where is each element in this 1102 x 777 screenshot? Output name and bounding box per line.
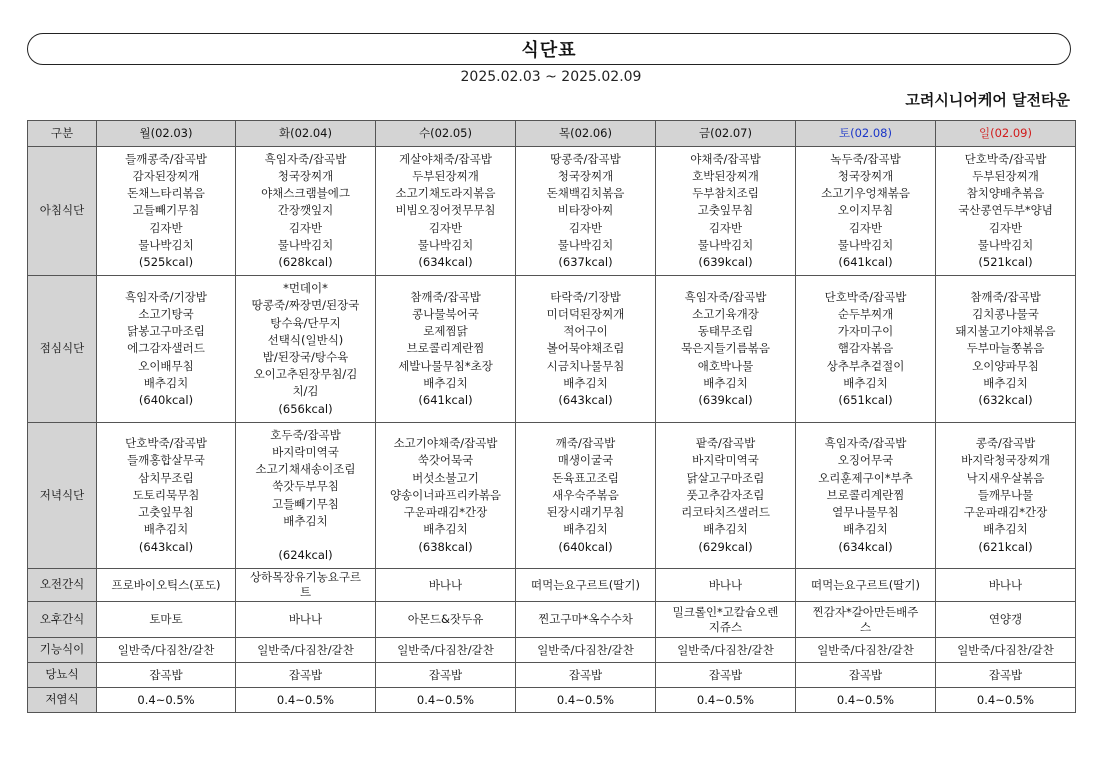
menu-cell-functional-diet-wed (376, 638, 516, 663)
menu-item-line: 들깨무나물 (977, 487, 1034, 502)
menu-item-line: 소고기탕국 (138, 306, 194, 321)
row-diabetic-diet (28, 663, 1076, 688)
menu-item-line: (651kcal) (838, 393, 893, 407)
menu-item-line: 잡곡밥 (568, 667, 603, 682)
menu-item-line: 김자반 (708, 220, 743, 235)
header-day-tue: 화(02.04) (236, 121, 376, 147)
menu-cell-diabetic-diet-sat (796, 663, 936, 688)
menu-item-line: (641kcal) (418, 393, 473, 407)
menu-item-line: (639kcal) (698, 393, 753, 407)
menu-item-line: 햄감자볶음 (837, 341, 894, 356)
menu-cell-dinner-wed (376, 423, 516, 569)
menu-item-line: 청국장찌개 (277, 168, 334, 183)
menu-item-line: 선택식(일반식) (267, 332, 344, 347)
menu-item-line: 바나나 (288, 612, 323, 626)
menu-item-line: 고춧잎무침 (697, 203, 754, 218)
menu-item-line: 스 (859, 619, 872, 634)
row-functional-diet (28, 638, 1076, 663)
menu-item-line: 밥/된장국/탕수육 (262, 350, 349, 364)
menu-item-line: 낙지새우살볶음 (966, 470, 1045, 485)
menu-item-line: 잡곡밥 (708, 667, 743, 682)
menu-item-line: (637kcal) (558, 255, 613, 269)
menu-item-line: 닭살고구마조림 (686, 470, 765, 485)
menu-cell-afternoon-snack-sat (796, 602, 936, 638)
menu-item-line: 비빔오징어젓무무침 (395, 203, 496, 218)
menu-cell-morning-snack-thu (516, 569, 656, 602)
menu-item-line: 쑥갓어묵국 (417, 453, 474, 468)
menu-cell-morning-snack-wed (376, 569, 516, 602)
menu-cell-low-salt-diet-sat (796, 688, 936, 713)
page-title-text: 식단표 (521, 40, 577, 61)
menu-item-line: (641kcal) (838, 255, 893, 269)
menu-item-line: (639kcal) (698, 255, 753, 269)
menu-item-line: 땅콩죽/짜장면/된장국 (251, 298, 360, 313)
menu-item-line (238, 530, 373, 547)
menu-item-line: 고춧잎무침 (138, 505, 194, 520)
row-afternoon-snack (28, 602, 1076, 638)
row-label-dinner: 저녁식단 (28, 423, 97, 569)
menu-cell-breakfast-fri (656, 147, 796, 276)
menu-item-line: 연양갱 (988, 612, 1023, 626)
menu-item-line: 깨죽/잡곡밥 (555, 436, 616, 451)
menu-cell-afternoon-snack-mon (97, 602, 236, 638)
menu-item-line: 바지락청국장찌개 (961, 453, 1050, 468)
header-row (28, 121, 1076, 147)
menu-item-line: 된장시래기무침 (546, 505, 625, 520)
row-label-lunch: 점심식단 (28, 276, 97, 423)
menu-item-line: 일반죽/다짐찬/갈찬 (817, 642, 914, 657)
menu-item-line: 물나박김치 (557, 237, 614, 252)
menu-cell-breakfast-thu (516, 147, 656, 276)
row-dinner (28, 423, 1076, 569)
menu-item-line: 참깨죽/잡곡밥 (410, 289, 481, 304)
header-day-thu: 목(02.06) (516, 121, 656, 147)
menu-item-line: 쑥갓두부무침 (272, 479, 339, 494)
menu-item-line: 돈육표고조림 (552, 470, 619, 485)
menu-cell-dinner-thu (516, 423, 656, 569)
menu-item-line: 단호박죽/잡곡밥 (964, 151, 1047, 166)
menu-item-line: 프로바이오틱스(포도) (111, 577, 221, 592)
menu-item-line: 두부된장찌개 (972, 168, 1039, 183)
menu-item-line: 소고기우엉채볶음 (821, 186, 910, 201)
menu-cell-dinner-fri (656, 423, 796, 569)
menu-cell-lunch-tue (236, 276, 376, 423)
menu-item-line: 트 (299, 585, 312, 599)
menu-item-line: 세발나물무침*초장 (398, 358, 493, 373)
menu-item-line: (634kcal) (838, 539, 893, 554)
menu-item-line: 두부마늘쫑볶음 (966, 341, 1045, 356)
menu-cell-dinner-tue (236, 423, 376, 569)
menu-item-line: 들깨홍합살무국 (127, 453, 205, 468)
menu-item-line: 흑임자죽/잡곡밥 (684, 289, 767, 304)
menu-item-line: 소고기채새송이조림 (255, 462, 356, 477)
menu-item-line: 돈채백김치볶음 (546, 186, 625, 201)
menu-item-line: 풋고추감자조림 (686, 487, 765, 502)
menu-cell-functional-diet-fri (656, 638, 796, 663)
menu-item-line: 오이배무침 (138, 358, 194, 373)
menu-item-line: 동태무조림 (697, 324, 754, 339)
menu-cell-functional-diet-sat (796, 638, 936, 663)
menu-cell-low-salt-diet-tue (236, 688, 376, 713)
menu-item-line: 떠먹는요구르트(딸기) (531, 577, 640, 592)
menu-cell-low-salt-diet-wed (376, 688, 516, 713)
menu-item-line: 두부된장찌개 (412, 168, 479, 183)
menu-item-line: (643kcal) (558, 393, 613, 407)
menu-item-line: 애호박나물 (697, 358, 754, 373)
menu-cell-afternoon-snack-wed (376, 602, 516, 638)
menu-cell-breakfast-sat (796, 147, 936, 276)
menu-item-line: 0.4~0.5% (696, 692, 755, 707)
menu-cell-morning-snack-sat (796, 569, 936, 602)
menu-item-line: 콩나물북어국 (412, 306, 479, 321)
menu-item-line: 일반죽/다짐찬/갈찬 (117, 642, 215, 657)
row-label-afternoon-snack: 오후간식 (28, 602, 97, 638)
menu-item-line: 0.4~0.5% (836, 692, 895, 707)
menu-item-line: 오이양파무침 (972, 358, 1039, 373)
menu-item-line: 땅콩죽/잡곡밥 (550, 151, 621, 166)
menu-item-line: 새우숙주볶음 (552, 487, 619, 502)
menu-cell-low-salt-diet-thu (516, 688, 656, 713)
menu-cell-dinner-sun (936, 423, 1076, 569)
row-label-functional-diet: 기능식이 (28, 638, 97, 663)
menu-item-line: 잡곡밥 (288, 667, 323, 682)
menu-item-line: 김자반 (428, 220, 463, 235)
row-label-breakfast: 아침식단 (28, 147, 97, 276)
menu-item-line: (656kcal) (278, 401, 333, 416)
menu-item-line: 김자반 (149, 220, 183, 235)
menu-cell-breakfast-tue (236, 147, 376, 276)
menu-item-line: 일반죽/다짐찬/갈찬 (677, 642, 774, 657)
menu-item-line: 가자미구이 (837, 324, 894, 339)
menu-cell-morning-snack-sun (936, 569, 1076, 602)
menu-item-line: 물나박김치 (977, 237, 1034, 252)
menu-item-line: 물나박김치 (417, 237, 474, 252)
menu-cell-functional-diet-mon (97, 638, 236, 663)
menu-cell-diabetic-diet-mon (97, 663, 236, 688)
menu-item-line: 김자반 (288, 220, 323, 235)
menu-item-line: 일반죽/다짐찬/갈찬 (957, 642, 1054, 657)
menu-item-line: (621kcal) (978, 539, 1033, 554)
menu-item-line: 삼치무조림 (138, 470, 194, 485)
menu-item-line: 배추김치 (843, 375, 888, 390)
menu-cell-lunch-wed (376, 276, 516, 423)
menu-item-line: 게살야채죽/잡곡밥 (399, 151, 492, 166)
menu-item-line: 에그감자샐러드 (127, 341, 205, 356)
menu-cell-afternoon-snack-fri (656, 602, 796, 638)
menu-item-line: 토마토 (149, 612, 183, 626)
date-range: 2025.02.03 ~ 2025.02.09 (460, 69, 642, 85)
menu-cell-lunch-sun (936, 276, 1076, 423)
menu-item-line: (640kcal) (558, 539, 613, 554)
menu-item-line: 배추김치 (983, 375, 1028, 390)
menu-cell-morning-snack-fri (656, 569, 796, 602)
menu-item-line: 열무나물무침 (832, 505, 899, 520)
menu-item-line: 참치양배추볶음 (966, 186, 1045, 201)
header-day-fri: 금(02.07) (656, 121, 796, 147)
menu-item-line: 브로콜리계란찜 (406, 341, 485, 356)
menu-cell-diabetic-diet-fri (656, 663, 796, 688)
menu-cell-breakfast-mon (97, 147, 236, 276)
header-day-wed: 수(02.05) (376, 121, 516, 147)
menu-item-line: 볼어묵야채조림 (546, 341, 625, 356)
menu-item-line: 물나박김치 (837, 237, 894, 252)
menu-item-line: 오징어무국 (837, 453, 894, 468)
menu-item-line: 상추부추겉절이 (826, 358, 905, 373)
menu-item-line: 배추김치 (423, 522, 468, 537)
menu-item-line: 바지락미역국 (692, 453, 759, 468)
menu-item-line: 타락죽/기장밥 (550, 289, 621, 304)
menu-item-line: 떠먹는요구르트(딸기) (811, 577, 920, 592)
menu-cell-functional-diet-tue (236, 638, 376, 663)
row-low-salt-diet (28, 688, 1076, 713)
menu-cell-low-salt-diet-fri (656, 688, 796, 713)
menu-item-line: 배추김치 (283, 513, 328, 528)
menu-item-line: 순두부찌개 (837, 306, 894, 321)
menu-item-line: 흑임자죽/잡곡밥 (824, 436, 907, 451)
menu-item-line: 국산콩연두부*양념 (958, 203, 1053, 218)
menu-cell-breakfast-wed (376, 147, 516, 276)
row-morning-snack (28, 569, 1076, 602)
menu-item-line: 청국장찌개 (557, 168, 614, 183)
menu-item-line: 돈채느타리볶음 (127, 186, 205, 201)
menu-item-line: 배추김치 (143, 375, 189, 390)
menu-item-line: 잡곡밥 (149, 667, 183, 682)
menu-item-line: 미더덕된장찌개 (546, 306, 625, 321)
menu-item-line: 물나박김치 (138, 237, 194, 252)
menu-item-line: 치/김 (292, 384, 319, 399)
menu-item-line: 0.4~0.5% (276, 692, 335, 707)
menu-cell-lunch-mon (97, 276, 236, 423)
menu-item-line: 감자된장찌개 (132, 168, 200, 183)
menu-cell-diabetic-diet-sun (936, 663, 1076, 688)
menu-item-line: 호박된장찌개 (692, 168, 759, 183)
meal-plan-table (27, 120, 1076, 713)
menu-item-line: 탕수육/단무지 (270, 315, 341, 330)
menu-item-line: 바나나 (428, 577, 463, 592)
menu-item-line: 잡곡밥 (988, 667, 1023, 682)
menu-item-line: (525kcal) (138, 255, 194, 269)
menu-cell-diabetic-diet-thu (516, 663, 656, 688)
menu-item-line: 리코타치즈샐러드 (681, 505, 770, 520)
menu-cell-lunch-thu (516, 276, 656, 423)
menu-item-line: 오이고추된장무침/김 (253, 367, 358, 382)
menu-item-line: 배추김치 (563, 375, 608, 390)
menu-item-line: 일반죽/다짐찬/갈찬 (397, 642, 494, 657)
menu-item-line: 브로콜리계란찜 (826, 487, 905, 502)
menu-item-line: 팥죽/잡곡밥 (695, 436, 756, 451)
menu-item-line: 아몬드&잣두유 (407, 612, 484, 626)
menu-item-line: 찐감자*갈아만든배주 (812, 604, 919, 619)
menu-item-line: 닭봉고구마조림 (127, 324, 205, 339)
menu-item-line: 0.4~0.5% (556, 692, 615, 707)
menu-item-line: 단호박죽/잡곡밥 (824, 289, 907, 304)
menu-cell-diabetic-diet-wed (376, 663, 516, 688)
menu-item-line: 물나박김치 (277, 237, 334, 252)
menu-item-line: 배추김치 (983, 522, 1028, 537)
menu-item-line: 잡곡밥 (428, 667, 463, 682)
meal-plan-body (28, 147, 1076, 713)
menu-item-line: (643kcal) (138, 539, 194, 554)
menu-item-line: (629kcal) (698, 539, 753, 554)
menu-item-line: 들깨콩죽/잡곡밥 (125, 151, 207, 166)
menu-cell-lunch-sat (796, 276, 936, 423)
menu-cell-morning-snack-mon (97, 569, 236, 602)
page-title (27, 33, 1071, 65)
menu-item-line: 단호박죽/잡곡밥 (125, 436, 207, 451)
menu-cell-lunch-fri (656, 276, 796, 423)
menu-item-line: 밀크롤인*고칼슘오렌 (672, 604, 779, 619)
row-label-low-salt-diet: 저염식 (28, 688, 97, 713)
menu-item-line: 야채스크램블에그 (261, 186, 350, 201)
menu-item-line: 버섯소불고기 (412, 470, 479, 485)
menu-item-line: 배추김치 (703, 522, 748, 537)
menu-item-line: 고들빼기무침 (132, 203, 200, 218)
menu-cell-afternoon-snack-thu (516, 602, 656, 638)
header-category: 구분 (28, 121, 97, 147)
menu-item-line: (640kcal) (138, 393, 194, 407)
menu-item-line: 바지락미역국 (272, 444, 339, 459)
menu-item-line: 김자반 (848, 220, 883, 235)
menu-item-line: 일반죽/다짐찬/갈찬 (537, 642, 634, 657)
menu-item-line: 배추김치 (843, 522, 888, 537)
menu-cell-low-salt-diet-mon (97, 688, 236, 713)
row-label-morning-snack: 오전간식 (28, 569, 97, 602)
menu-item-line: 배추김치 (563, 522, 608, 537)
menu-cell-functional-diet-sun (936, 638, 1076, 663)
menu-cell-morning-snack-tue (236, 569, 376, 602)
menu-item-line: 청국장찌개 (837, 168, 894, 183)
menu-cell-afternoon-snack-tue (236, 602, 376, 638)
menu-item-line: 야채죽/잡곡밥 (690, 151, 761, 166)
header-day-mon: 월(02.03) (97, 121, 236, 147)
menu-cell-diabetic-diet-tue (236, 663, 376, 688)
menu-item-line: 김자반 (568, 220, 603, 235)
menu-item-line: 배추김치 (143, 522, 189, 537)
row-breakfast (28, 147, 1076, 276)
menu-item-line: 소고기채도라지볶음 (395, 186, 496, 201)
menu-item-line: 0.4~0.5% (976, 692, 1035, 707)
menu-item-line: 0.4~0.5% (416, 692, 475, 707)
menu-item-line: 오이지무침 (837, 203, 894, 218)
menu-item-line: 흑임자죽/잡곡밥 (264, 151, 347, 166)
menu-item-line: 로제찜닭 (423, 324, 468, 339)
menu-item-line: 참깨죽/잡곡밥 (970, 289, 1041, 304)
header-day-sun: 일(02.09) (936, 121, 1076, 147)
row-label-diabetic-diet: 당뇨식 (28, 663, 97, 688)
organization-name: 고려시니어케어 달전타운 (905, 91, 1070, 109)
menu-item-line: (521kcal) (978, 255, 1033, 269)
menu-item-line: 지쥬스 (708, 619, 743, 634)
menu-item-line: 상하목장유기농요구르 (249, 570, 362, 584)
menu-item-line: 콩죽/잡곡밥 (975, 436, 1036, 451)
menu-item-line: 0.4~0.5% (137, 692, 195, 707)
menu-item-line: 시금치나물무침 (546, 358, 625, 373)
menu-item-line: 배추김치 (423, 375, 468, 390)
menu-item-line: 구운파래김*간장 (403, 505, 488, 520)
menu-item-line: 소고기야채죽/잡곡밥 (393, 436, 498, 451)
menu-item-line: 소고기육개장 (692, 306, 759, 321)
menu-item-line: 흑임자죽/기장밥 (125, 289, 207, 304)
menu-item-line: 녹두죽/잡곡밥 (830, 151, 901, 166)
menu-item-line: 배추김치 (703, 375, 748, 390)
menu-item-line: 김치콩나물국 (972, 306, 1039, 321)
menu-cell-dinner-sat (796, 423, 936, 569)
menu-cell-afternoon-snack-sun (936, 602, 1076, 638)
row-lunch (28, 276, 1076, 423)
menu-item-line: 간장깻잎지 (277, 203, 334, 218)
menu-cell-functional-diet-thu (516, 638, 656, 663)
menu-cell-low-salt-diet-sun (936, 688, 1076, 713)
menu-item-line: (628kcal) (278, 255, 333, 269)
menu-item-line: 잡곡밥 (848, 667, 883, 682)
menu-item-line: 비타장아찌 (557, 203, 614, 218)
menu-item-line: (624kcal) (278, 548, 333, 563)
menu-item-line: (632kcal) (978, 393, 1033, 407)
menu-item-line: 적어구이 (563, 324, 608, 339)
menu-item-line: *먼데이* (283, 281, 328, 296)
menu-item-line: 바나나 (708, 577, 743, 592)
menu-cell-dinner-mon (97, 423, 236, 569)
menu-item-line: 바나나 (988, 577, 1023, 592)
menu-item-line: 오리훈제구이*부추 (818, 470, 913, 485)
menu-item-line: 돼지불고기야채볶음 (955, 324, 1056, 339)
menu-item-line: 찐고구마*옥수수차 (538, 612, 633, 626)
menu-item-line: 김자반 (988, 220, 1023, 235)
menu-item-line: 일반죽/다짐찬/갈찬 (257, 642, 354, 657)
menu-item-line: 구운파래김*간장 (963, 505, 1048, 520)
header-day-sat: 토(02.08) (796, 121, 936, 147)
menu-item-line: 매생이굴국 (557, 453, 614, 468)
menu-item-line: 양송이너파프리카볶음 (389, 487, 502, 502)
menu-item-line: (634kcal) (418, 255, 473, 269)
menu-item-line: 두부참치조림 (692, 186, 759, 201)
menu-item-line: 호두죽/잡곡밥 (270, 427, 341, 442)
menu-item-line: 고들빼기무침 (272, 496, 339, 511)
menu-item-line: 도토리묵무침 (132, 487, 200, 502)
menu-item-line: (638kcal) (418, 539, 473, 554)
menu-item-line: 묵은지들기름볶음 (681, 341, 770, 356)
menu-cell-breakfast-sun (936, 147, 1076, 276)
menu-item-line: 물나박김치 (697, 237, 754, 252)
